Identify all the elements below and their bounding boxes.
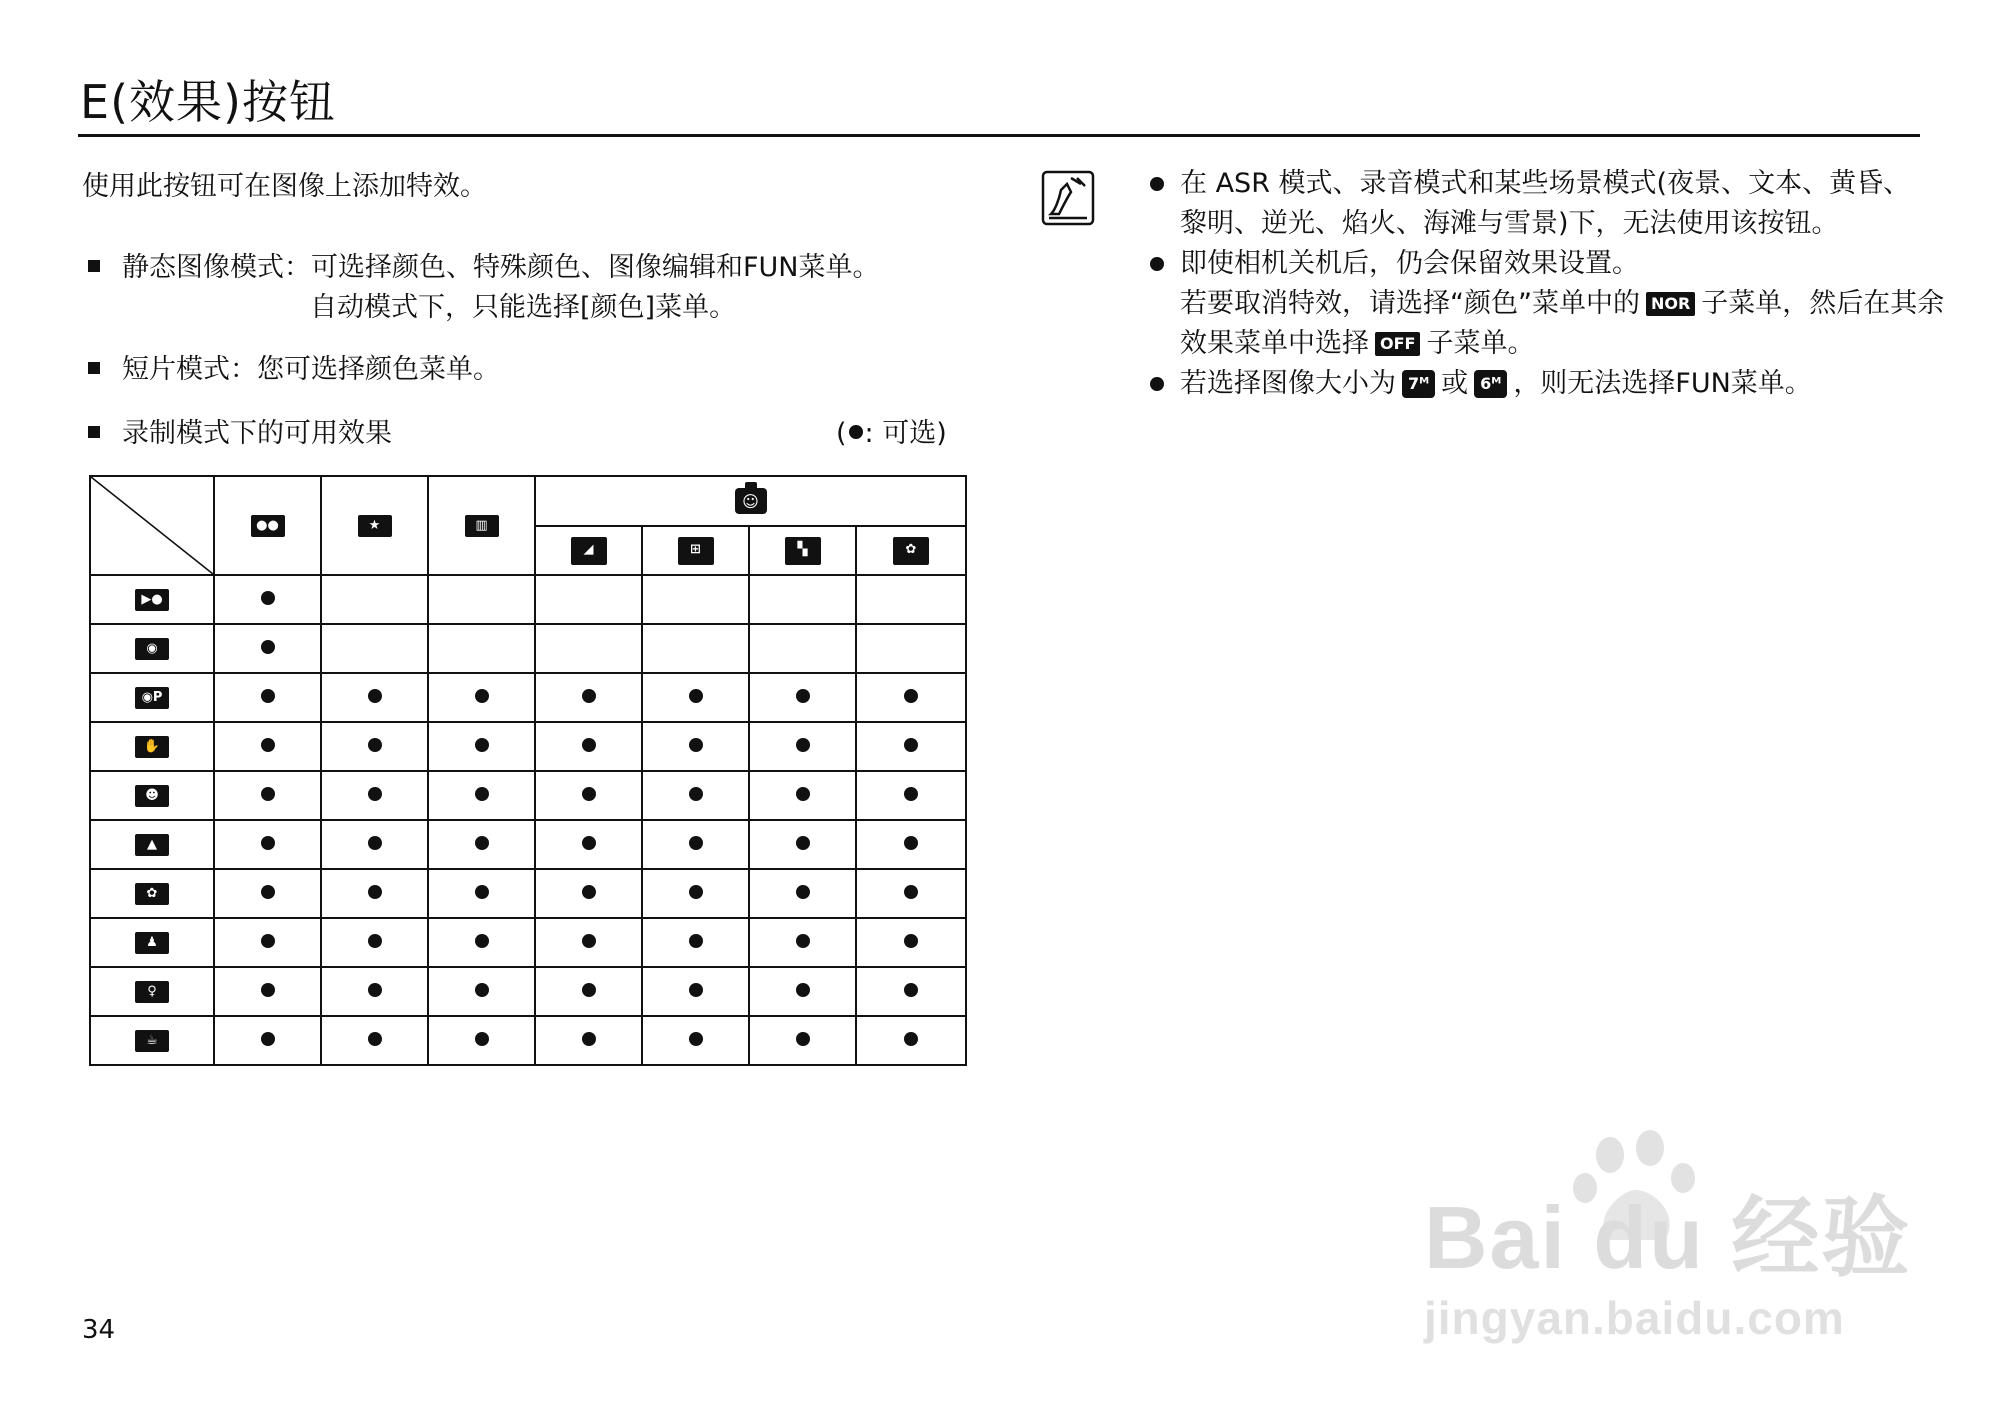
note-3-mid: 或 — [1441, 368, 1469, 399]
available-dot-icon — [261, 591, 275, 605]
watermark-brand: Bai du 经验 — [1424, 1188, 1912, 1287]
table-caption-text: 录制模式下的可用效果 — [122, 418, 392, 449]
table-row — [90, 869, 966, 918]
availability-cell — [749, 967, 856, 1016]
note-2-line-3 — [1180, 324, 1534, 364]
availability-cell — [749, 820, 856, 869]
square-bullet-icon — [88, 426, 100, 438]
note-bullet-icon — [1150, 257, 1164, 271]
header-preset-focus-cell — [642, 526, 749, 575]
header-photo-frame-cell — [856, 526, 966, 575]
availability-cell — [749, 624, 856, 673]
available-dot-icon — [368, 787, 382, 801]
available-dot-icon — [904, 885, 918, 899]
mode-cell — [90, 673, 214, 722]
closeup-mode-icon: ✿ — [135, 883, 169, 905]
legend-text: : 可选) — [864, 418, 947, 449]
available-dot-icon — [261, 885, 275, 899]
special-color-icon: ★ — [358, 515, 392, 537]
availability-cell — [856, 722, 966, 771]
availability-cell — [321, 967, 428, 1016]
availability-cell — [428, 918, 535, 967]
self-portrait-mode-icon: ♟ — [135, 932, 169, 954]
availability-cell — [321, 869, 428, 918]
available-dot-icon — [689, 689, 703, 703]
header-cartoon-cell — [535, 526, 642, 575]
available-dot-icon — [368, 1032, 382, 1046]
availability-cell — [642, 722, 749, 771]
available-dot-icon — [475, 1032, 489, 1046]
bullet-clip-mode — [88, 350, 500, 390]
available-dot-icon — [582, 787, 596, 801]
fun-icon: ☺ — [735, 488, 767, 514]
image-edit-icon: ▥ — [465, 515, 499, 537]
availability-cell — [535, 673, 642, 722]
available-dot-icon — [689, 787, 703, 801]
square-bullet-icon — [88, 362, 100, 374]
available-dot-icon — [368, 738, 382, 752]
note-2-line-3-b: 子菜单。 — [1426, 328, 1535, 359]
note-1-line-2: 黎明、逆光、焰火、海滩与雪景)下，无法使用该按钮。 — [1180, 208, 1839, 239]
bullet-clip-text: 短片模式：您可选择颜色菜单。 — [122, 354, 500, 385]
availability-cell — [856, 771, 966, 820]
nor-tag-icon: NOR — [1646, 292, 1695, 316]
availability-cell — [535, 1016, 642, 1065]
available-dot-icon — [368, 885, 382, 899]
availability-cell — [642, 771, 749, 820]
availability-cell — [749, 869, 856, 918]
table-row — [90, 820, 966, 869]
availability-cell — [856, 967, 966, 1016]
availability-cell — [535, 869, 642, 918]
availability-cell — [428, 722, 535, 771]
available-dot-icon — [689, 983, 703, 997]
available-dot-icon — [904, 689, 918, 703]
available-dot-icon — [796, 1032, 810, 1046]
table-row — [90, 918, 966, 967]
header-color-cell — [214, 476, 321, 575]
availability-cell — [749, 575, 856, 624]
available-dot-icon — [796, 836, 810, 850]
availability-cell — [214, 869, 321, 918]
watermark-url: jingyan.baidu.com — [1424, 1292, 1845, 1344]
table-row — [90, 1016, 966, 1065]
mode-cell — [90, 624, 214, 673]
availability-cell — [321, 918, 428, 967]
availability-cell — [321, 722, 428, 771]
mode-cell — [90, 869, 214, 918]
availability-cell — [321, 771, 428, 820]
program-mode-icon: ◉P — [135, 687, 169, 709]
availability-cell — [535, 575, 642, 624]
availability-cell — [856, 575, 966, 624]
availability-cell — [214, 967, 321, 1016]
header-special-color-cell — [321, 476, 428, 575]
note-2-line-3-a: 效果菜单中选择 — [1180, 328, 1369, 359]
available-dot-icon — [475, 836, 489, 850]
available-dot-icon — [904, 1032, 918, 1046]
table-row — [90, 624, 966, 673]
availability-cell — [749, 673, 856, 722]
availability-cell — [642, 820, 749, 869]
available-dot-icon — [582, 738, 596, 752]
available-dot-icon — [261, 934, 275, 948]
availability-cell — [321, 575, 428, 624]
header-composite-cell — [749, 526, 856, 575]
auto-mode-icon: ◉ — [135, 638, 169, 660]
note-1-line-1: 在 ASR 模式、录音模式和某些场景模式(夜景、文本、黄昏、 — [1180, 168, 1911, 199]
page-number: 34 — [82, 1315, 116, 1345]
note-3-b: ，则无法选择FUN菜单。 — [1513, 368, 1812, 399]
availability-cell — [856, 624, 966, 673]
legend — [836, 414, 947, 454]
available-dot-icon — [904, 738, 918, 752]
available-dot-icon — [796, 787, 810, 801]
table-row — [90, 771, 966, 820]
legend-open: ( — [836, 418, 847, 449]
available-dot-icon — [796, 738, 810, 752]
availability-cell — [214, 673, 321, 722]
note-2-line-1: 即使相机关机后，仍会保留效果设置。 — [1180, 248, 1639, 279]
available-dot-icon — [261, 1032, 275, 1046]
color-icon: ●● — [251, 515, 285, 537]
availability-cell — [535, 967, 642, 1016]
legend-dot-icon — [849, 425, 863, 439]
mode-cell — [90, 1016, 214, 1065]
availability-cell — [535, 771, 642, 820]
availability-cell — [214, 575, 321, 624]
available-dot-icon — [261, 836, 275, 850]
available-dot-icon — [582, 1032, 596, 1046]
available-dot-icon — [261, 738, 275, 752]
mode-cell — [90, 918, 214, 967]
availability-cell — [749, 771, 856, 820]
available-dot-icon — [904, 983, 918, 997]
availability-cell — [749, 1016, 856, 1065]
title-rule — [78, 134, 1920, 137]
available-dot-icon — [475, 934, 489, 948]
available-dot-icon — [368, 836, 382, 850]
availability-cell — [428, 1016, 535, 1065]
header-fun-group-cell — [535, 476, 966, 526]
availability-cell — [856, 869, 966, 918]
available-dot-icon — [582, 836, 596, 850]
bullet-table-caption — [88, 414, 392, 454]
availability-cell — [214, 1016, 321, 1065]
note-2-line-2-a: 若要取消特效，请选择“颜色”菜单中的 — [1180, 288, 1640, 319]
availability-cell — [856, 673, 966, 722]
availability-cell — [428, 575, 535, 624]
availability-cell — [749, 918, 856, 967]
available-dot-icon — [475, 885, 489, 899]
cafe-mode-icon: ☕ — [135, 1030, 169, 1052]
table-row — [90, 673, 966, 722]
availability-cell — [428, 820, 535, 869]
table-corner-cell — [90, 476, 214, 575]
availability-cell — [642, 1016, 749, 1065]
available-dot-icon — [582, 885, 596, 899]
availability-cell — [321, 624, 428, 673]
mode-cell — [90, 771, 214, 820]
mode-cell — [90, 820, 214, 869]
intro-text: 使用此按钮可在图像上添加特效。 — [82, 171, 487, 202]
square-bullet-icon — [88, 260, 100, 272]
availability-cell — [642, 869, 749, 918]
note-bullet-icon — [1150, 377, 1164, 391]
availability-cell — [428, 624, 535, 673]
availability-cell — [321, 820, 428, 869]
available-dot-icon — [689, 738, 703, 752]
available-dot-icon — [368, 689, 382, 703]
landscape-mode-icon: ▲ — [135, 834, 169, 856]
availability-cell — [321, 1016, 428, 1065]
mode-cell — [90, 722, 214, 771]
note-3-a: 若选择图像大小为 — [1180, 368, 1396, 399]
available-dot-icon — [689, 836, 703, 850]
bullet-still-continuation: 自动模式下，只能选择[颜色]菜单。 — [310, 292, 737, 323]
availability-cell — [642, 575, 749, 624]
available-dot-icon — [904, 787, 918, 801]
availability-cell — [856, 1016, 966, 1065]
availability-cell — [214, 918, 321, 967]
available-dot-icon — [689, 1032, 703, 1046]
bullet-still-text: 静态图像模式：可选择颜色、特殊颜色、图像编辑和FUN菜单。 — [122, 252, 880, 283]
available-dot-icon — [368, 934, 382, 948]
available-dot-icon — [368, 983, 382, 997]
available-dot-icon — [582, 934, 596, 948]
available-dot-icon — [582, 983, 596, 997]
availability-cell — [214, 771, 321, 820]
available-dot-icon — [261, 983, 275, 997]
availability-cell — [428, 771, 535, 820]
availability-cell — [321, 673, 428, 722]
size-7m-icon: 7ᴹ — [1402, 370, 1435, 398]
header-image-edit-cell — [428, 476, 535, 575]
available-dot-icon — [689, 934, 703, 948]
cartoon-icon: ◢ — [571, 537, 607, 565]
table-row — [90, 967, 966, 1016]
availability-cell — [535, 722, 642, 771]
availability-cell — [428, 673, 535, 722]
available-dot-icon — [261, 640, 275, 654]
available-dot-icon — [689, 885, 703, 899]
available-dot-icon — [796, 934, 810, 948]
available-dot-icon — [582, 689, 596, 703]
note-icon — [1041, 170, 1095, 226]
availability-cell — [856, 820, 966, 869]
availability-cell — [856, 918, 966, 967]
portrait-mode-icon: ☻ — [135, 785, 169, 807]
availability-cell — [214, 820, 321, 869]
composite-icon: ▚ — [785, 537, 821, 565]
preset-focus-icon: ⊞ — [678, 537, 714, 565]
available-dot-icon — [475, 983, 489, 997]
available-dot-icon — [261, 787, 275, 801]
available-dot-icon — [475, 738, 489, 752]
availability-cell — [535, 820, 642, 869]
note-2-line-2 — [1180, 284, 1944, 324]
availability-cell — [535, 918, 642, 967]
availability-cell — [428, 869, 535, 918]
photo-frame-icon: ✿ — [893, 537, 929, 565]
availability-cell — [749, 722, 856, 771]
off-tag-icon: OFF — [1375, 332, 1420, 356]
available-dot-icon — [475, 689, 489, 703]
available-dot-icon — [475, 787, 489, 801]
available-dot-icon — [904, 836, 918, 850]
effects-table — [89, 475, 967, 1066]
corner-diagonal — [91, 477, 213, 574]
available-dot-icon — [796, 885, 810, 899]
size-6m-icon: 6ᴹ — [1474, 370, 1507, 398]
dis-mode-icon: ✋ — [135, 736, 169, 758]
movie-mode-icon: ▶● — [135, 589, 169, 611]
available-dot-icon — [796, 983, 810, 997]
bullet-still-mode — [88, 248, 880, 288]
availability-cell — [535, 624, 642, 673]
available-dot-icon — [261, 689, 275, 703]
availability-cell — [428, 967, 535, 1016]
children-mode-icon: ♀ — [135, 981, 169, 1003]
availability-cell — [642, 967, 749, 1016]
availability-cell — [642, 918, 749, 967]
note-3-line — [1180, 364, 1812, 404]
mode-cell — [90, 967, 214, 1016]
available-dot-icon — [796, 689, 810, 703]
table-row — [90, 722, 966, 771]
available-dot-icon — [904, 934, 918, 948]
availability-cell — [214, 624, 321, 673]
page-title: E(效果)按钮 — [80, 75, 336, 129]
note-bullet-icon — [1150, 177, 1164, 191]
table-row — [90, 575, 966, 624]
availability-cell — [214, 722, 321, 771]
availability-cell — [642, 673, 749, 722]
availability-cell — [642, 624, 749, 673]
mode-cell — [90, 575, 214, 624]
note-2-line-2-b: 子菜单，然后在其余 — [1701, 288, 1945, 319]
